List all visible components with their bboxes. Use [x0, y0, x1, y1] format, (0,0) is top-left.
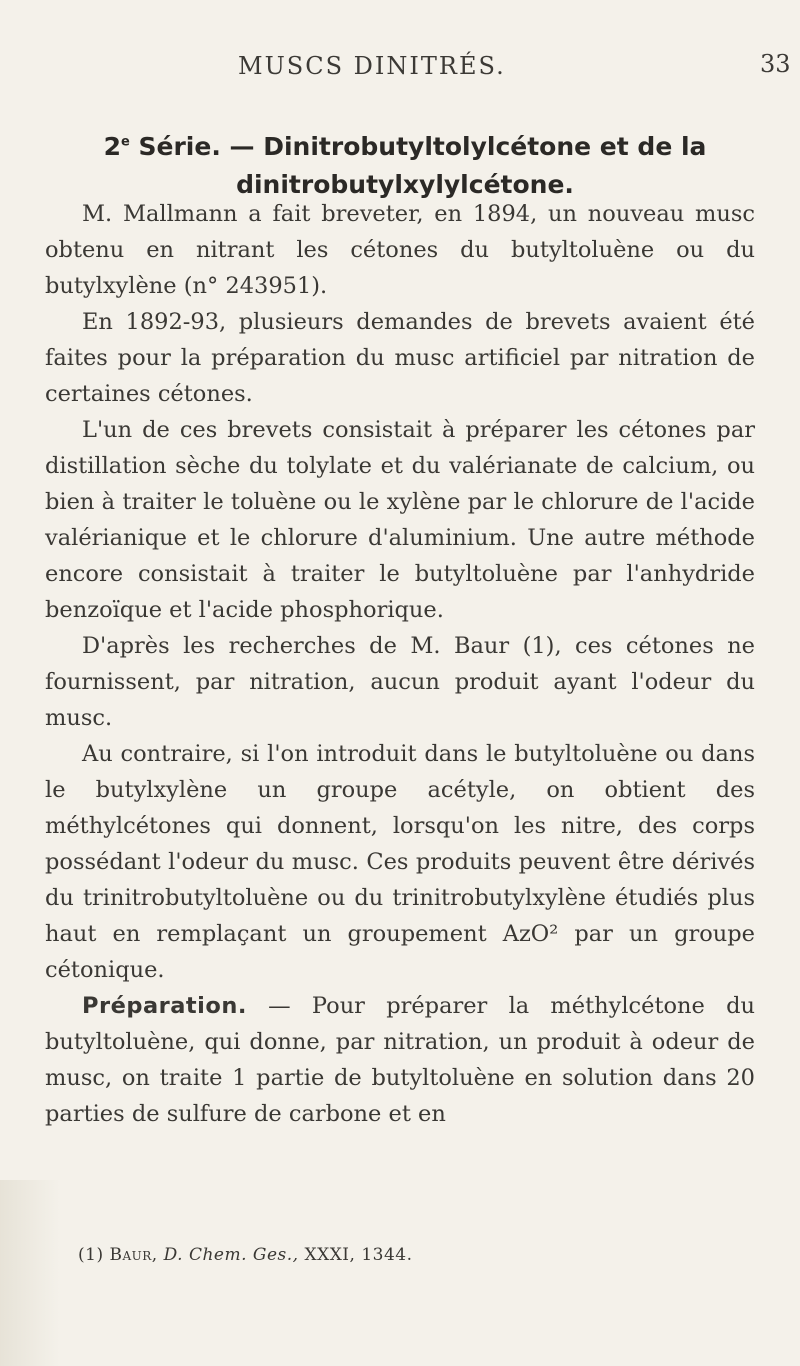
body-text: [45, 196, 755, 1132]
paragraph: L'un de ces brevets consistait à préparer les cétones par distillation sèche du tolylate et du valérianate de calcium, ou bien à traiter le toluène ou le xylène par le chlorure de l'acide valérianique et le chlorure d'aluminium. Une autre méthode encore consistait à traiter le butyltoluène par l'anhydride benzoïque et l'acide phosphorique.: [45, 417, 755, 623]
heading-line-1: [60, 128, 750, 166]
running-header: [0, 46, 800, 86]
footnote-journal: D. Chem. Ges.,: [163, 1245, 299, 1265]
footnote-author: Baur,: [109, 1245, 158, 1265]
footnote-marker: (1): [78, 1245, 104, 1265]
paragraph: M. Mallmann a fait breveter, en 1894, un nouveau musc obtenu en nitrant les cétones du butyltoluène ou du butylxylène (n° 243951).: [45, 201, 755, 299]
heading-line-2: dinitrobutylxylylcétone.: [236, 170, 574, 199]
footnote-reference: XXXI, 1344.: [304, 1245, 413, 1265]
paragraph: D'après les recherches de M. Baur (1), ces cétones ne fournissent, par nitration, aucun produit ayant l'odeur du musc.: [45, 633, 755, 731]
page-number: 33: [760, 50, 791, 78]
footnote: [78, 1245, 412, 1265]
preparation-paragraph: [45, 988, 755, 1132]
paragraph: En 1892-93, plusieurs demandes de brevets avaient été faites pour la préparation du musc artificiel par nitration de certaines cétones.: [45, 309, 755, 407]
heading-text: Série. — Dinitrobutyltolylcétone et de la: [129, 132, 707, 161]
section-heading: [60, 128, 750, 204]
series-number: 2: [103, 132, 121, 161]
running-title: MUSCS DINITRÉS.: [238, 52, 506, 80]
series-superscript: e: [120, 134, 130, 150]
paragraph: Au contraire, si l'on introduit dans le butyltoluène ou dans le butylxylène un groupe acétyle, on obtient des méthylcétones qui donnent, lorsqu'on les nitre, des corps possédant l'odeur du musc. Ces produits peuvent être dérivés du trinitrobutyltoluène ou du trinitrobutylxylène étudiés plus haut en remplaçant un groupement AzO² par un groupe cétonique.: [45, 741, 755, 983]
preparation-label: Préparation.: [82, 993, 247, 1019]
preparation-text: — Pour préparer la méthylcétone du butyltoluène, qui donne, par nitration, un produit à odeur de musc, on traite 1 partie de butyltoluène en solution dans 20 parties de sulfure de carbone et en: [45, 993, 755, 1127]
paper-stain: [0, 1180, 60, 1366]
